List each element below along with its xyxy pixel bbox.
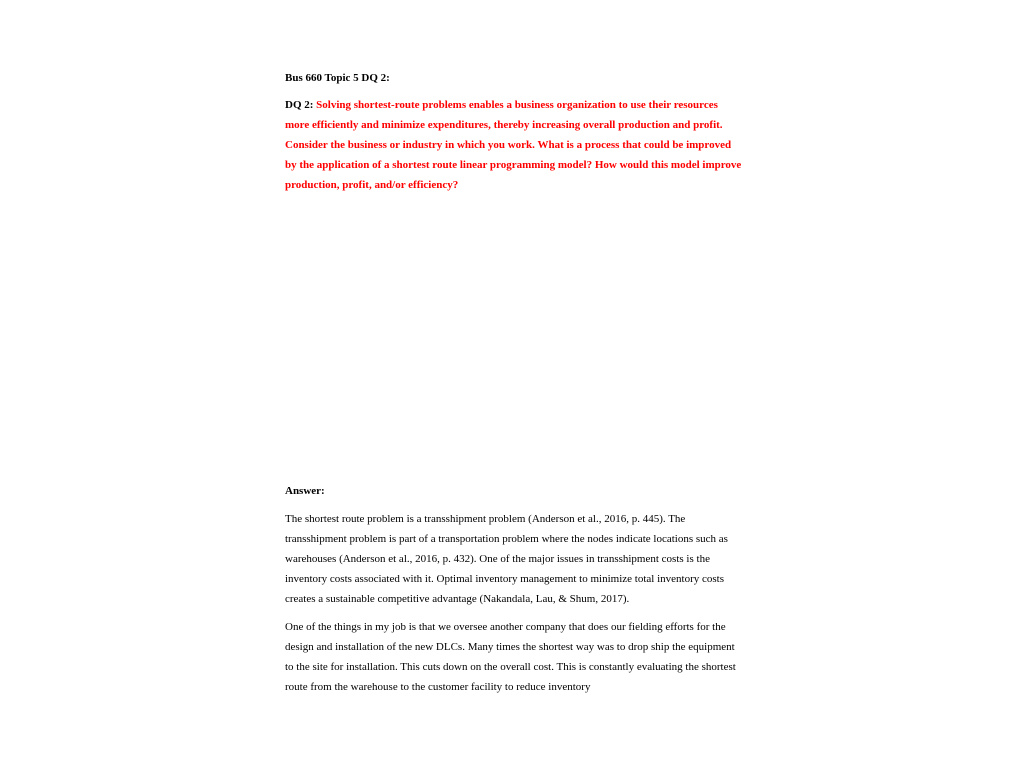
discussion-question (285, 95, 743, 195)
document-heading: Bus 660 Topic 5 DQ 2: (285, 72, 390, 84)
document-page (285, 0, 745, 768)
answer-paragraph: One of the things in my job is that we oversee another company that does our fielding efforts for the design and installation of the new DLCs. Many times the shortest way was to drop ship the equipment to the site for installation. This cuts down on the overall cost. This is constantly evaluating the shortest route from the warehouse to the customer facility to reduce inventory (285, 621, 736, 693)
answer-paragraph: The shortest route problem is a transshipment problem (Anderson et al., 2016, p. 445). The transshipment problem is part of a transportation problem where the nodes indicate locations such as warehouses (Anderson et al., 2016, p. 432). One of the major issues in transshipment costs is the inventory costs associated with it. Optimal inventory management to minimize total inventory costs creates a sustainable competitive advantage (Nakandala, Lau, & Shum, 2017). (285, 513, 728, 605)
discussion-question-label: DQ 2: (285, 99, 317, 111)
answer-heading: Answer: (285, 485, 325, 497)
discussion-question-text: Solving shortest-route problems enables a business organization to use their resources more efficiently and minimize expenditures, thereby increasing overall production and profit. Consider the business or industry in which you work. What is a process that could be improved by the application of a shortest route linear programming model? How would this model improve production, profit, and/or efficiency? (285, 99, 742, 191)
